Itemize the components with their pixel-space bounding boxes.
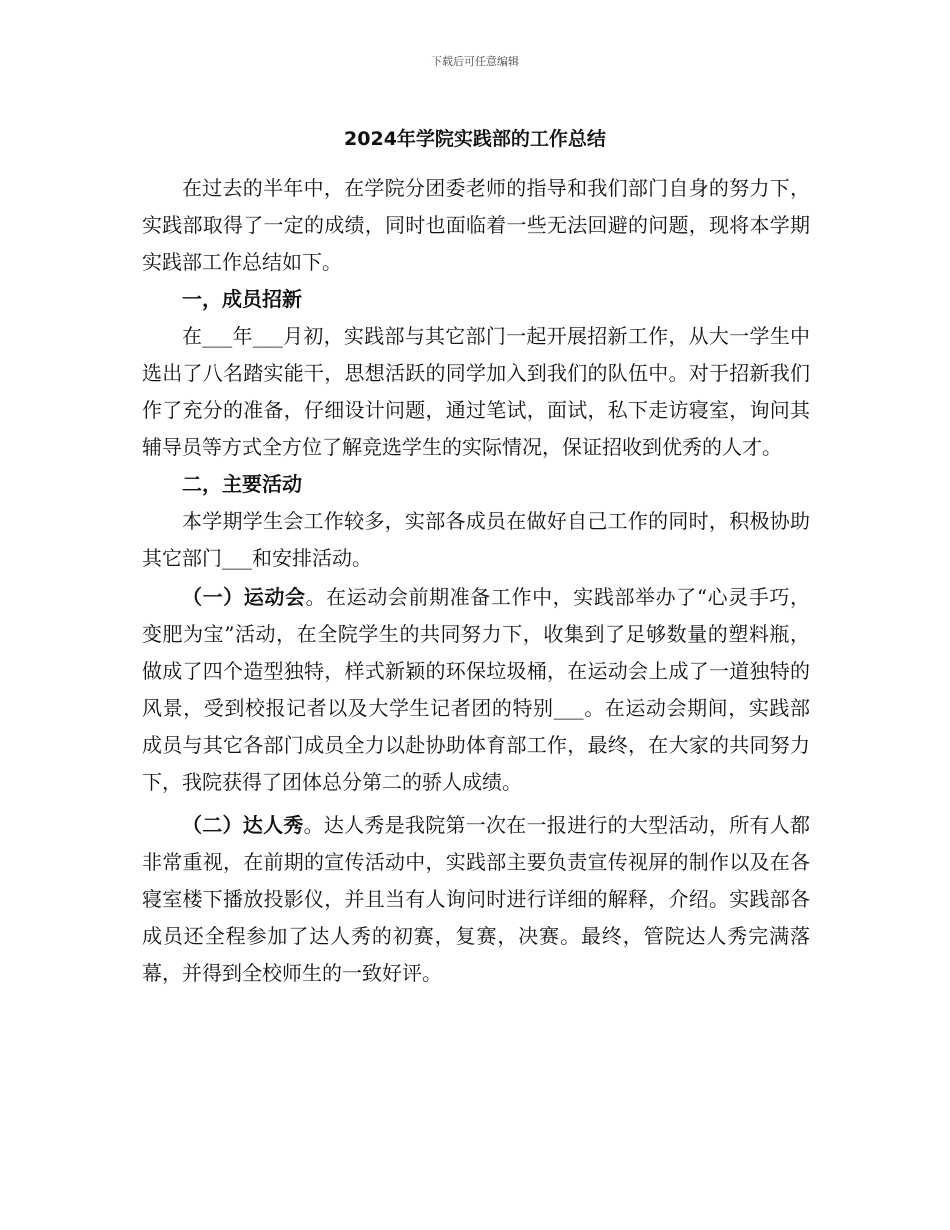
intro-paragraph: 在过去的半年中，在学院分团委老师的指导和我们部门自身的努力下，实践部取得了一定的成绩，同时也面临着一些无法回避的问题，现将本学期实践部工作总结如下。 <box>142 176 810 274</box>
section-2-intro-paragraph: 本学期学生会工作较多，实部各成员在做好自己工作的同时，积极协助其它部门___和安排活动。 <box>142 509 810 570</box>
section-2-heading: 二，主要活动 <box>182 472 302 496</box>
document-title: 2024年学院实践部的工作总结 <box>344 128 606 150</box>
section-1-heading: 一，成员招新 <box>182 287 302 311</box>
item-1-label: （一）运动会 <box>182 585 306 609</box>
item-2-label: （二）达人秀 <box>182 813 304 837</box>
item-1-body: 。在运动会前期准备工作中，实践部举办了“心灵手巧，变肥为宝”活动，在全院学生的共同努力下，收集到了足够数量的塑料瓶，做成了四个造型独特，样式新颖的环保垃圾桶，在运动会上成了一道独特的风景，受到校报记者以及大学生记者团的特别___。在运动会期间，实践部成员与其它各部门成员全力以赴协助体育部工作，最终，在大家的共同努力下，我院获得了团体总分第二的骄人成绩。 <box>142 585 810 794</box>
document-body <box>142 170 810 992</box>
header-note: 下载后可任意编辑 <box>431 55 519 68</box>
item-2-body: 。达人秀是我院第一次在一报进行的大型活动，所有人都非常重视，在前期的宣传活动中，实践部主要负责宣传视屏的制作以及在各寝室楼下播放投影仪，并且当有人询问时进行详细的解释，介绍。实践部各成员还全程参加了达人秀的初赛，复赛，决赛。最终，管院达人秀完满落幕，并得到全校师生的一致好评。 <box>142 813 811 985</box>
section-1-paragraph: 在___年___月初，实践部与其它部门一起开展招新工作，从大一学生中选出了八名踏实能干，思想活跃的同学加入到我们的队伍中。对于招新我们作了充分的准备，仔细设计问题，通过笔试，面试，私下走访寝室，询问其辅导员等方式全方位了解竞选学生的实际情况，保证招收到优秀的人才。 <box>142 324 810 459</box>
item-2-paragraph <box>142 807 810 992</box>
item-1-paragraph <box>142 579 810 801</box>
